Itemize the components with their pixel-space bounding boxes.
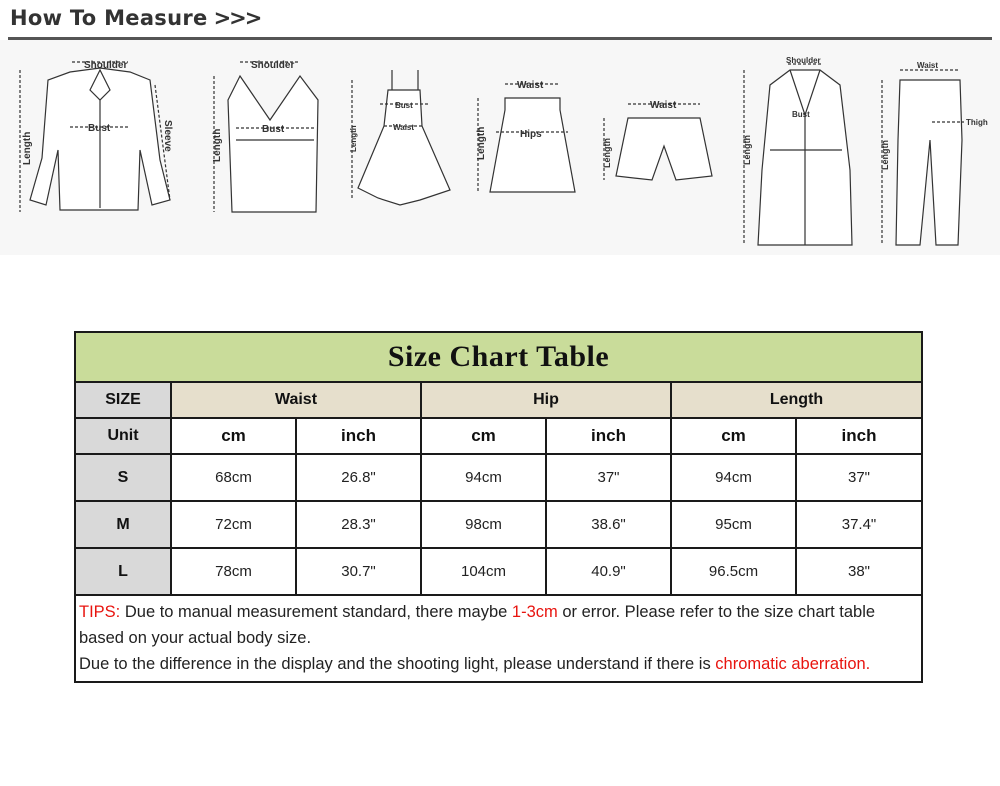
label-length-tank: Length [212,128,223,162]
table-cell: 37.4" [796,501,922,548]
table-cell: 94cm [421,454,546,501]
label-waist-trousers: Waist [917,61,939,70]
table-title: Size Chart Table [75,332,922,382]
table-cell: 94cm [671,454,796,501]
label-bust-dress: Bust [395,101,413,110]
label-length-dress: Length [349,125,358,152]
table-group-header-row [75,382,922,418]
table-cell: 37" [796,454,922,501]
shorts-sketch [604,104,712,180]
label-bust-blouse: Bust [88,123,111,134]
size-label: S [75,454,171,501]
measurement-diagrams [0,40,1000,255]
blouse-sketch [20,62,170,212]
table-cell: 98cm [421,501,546,548]
label-sleeve: Sleeve [162,120,173,152]
table-cell: 96.5cm [671,548,796,595]
tips-text-1a: Due to manual measurement standard, there maybe [120,603,512,621]
tank-top-sketch [214,62,318,212]
table-cell: 38.6" [546,501,671,548]
label-shoulder-coat: Shoulder [786,56,821,65]
size-header: SIZE [75,382,171,418]
size-chart-table [74,331,923,683]
table-cell: 38" [796,548,922,595]
label-length-coat: Length [742,135,752,165]
size-label: L [75,548,171,595]
label-bust-tank: Bust [262,124,285,135]
unit-header: Unit [75,418,171,454]
table-cell: 95cm [671,501,796,548]
unit-cell: cm [421,418,546,454]
page-title [10,6,260,30]
table-cell: 72cm [171,501,296,548]
tips-text-1b: or error. Please refer to the size chart table based on your actual body size. [79,603,876,647]
length-header: Length [671,382,922,418]
tips-row [75,595,922,682]
header-arrows: >>> [213,6,261,30]
label-waist-shorts: Waist [650,100,677,111]
unit-cell: inch [796,418,922,454]
table-unit-row [75,418,922,454]
size-label: M [75,501,171,548]
table-cell: 40.9" [546,548,671,595]
table-cell: 30.7" [296,548,421,595]
label-shoulder-blouse: Shoulder [84,60,128,71]
label-thigh: Thigh [966,118,988,127]
header-title: How To Measure [10,6,208,30]
table-title-row [75,332,922,382]
label-length-trousers: Length [880,140,890,170]
waist-header: Waist [171,382,421,418]
table-cell: 28.3" [296,501,421,548]
table-cell: 37" [546,454,671,501]
table-cell: 78cm [171,548,296,595]
label-waist-skirt: Waist [517,80,544,91]
table-cell: 26.8" [296,454,421,501]
tips-label: TIPS: [79,603,121,621]
label-length-blouse: Length [22,131,33,165]
table-cell: 104cm [421,548,546,595]
tips-text-2a: Due to the difference in the display and the shooting light, please understand if there is [79,655,716,673]
label-length-skirt: Length [476,126,487,160]
tips-highlight: chromatic aberration. [715,655,871,673]
hip-header: Hip [421,382,671,418]
label-shoulder-tank: Shoulder [251,60,295,71]
table-row [75,501,922,548]
trousers-sketch [882,70,964,245]
unit-cell: cm [171,418,296,454]
garment-sketches [0,40,1000,255]
label-bust-coat: Bust [792,110,810,119]
unit-cell: cm [671,418,796,454]
coat-sketch [744,64,852,245]
unit-cell: inch [546,418,671,454]
tips-note [75,595,922,682]
dress-sketch [352,70,450,205]
label-hips: Hips [520,129,542,140]
label-length-shorts: Length [602,138,612,168]
label-waist-dress: Waist [393,123,415,132]
unit-cell: inch [296,418,421,454]
table-row [75,548,922,595]
tips-range: 1-3cm [511,603,558,621]
table-cell: 68cm [171,454,296,501]
table-row [75,454,922,501]
